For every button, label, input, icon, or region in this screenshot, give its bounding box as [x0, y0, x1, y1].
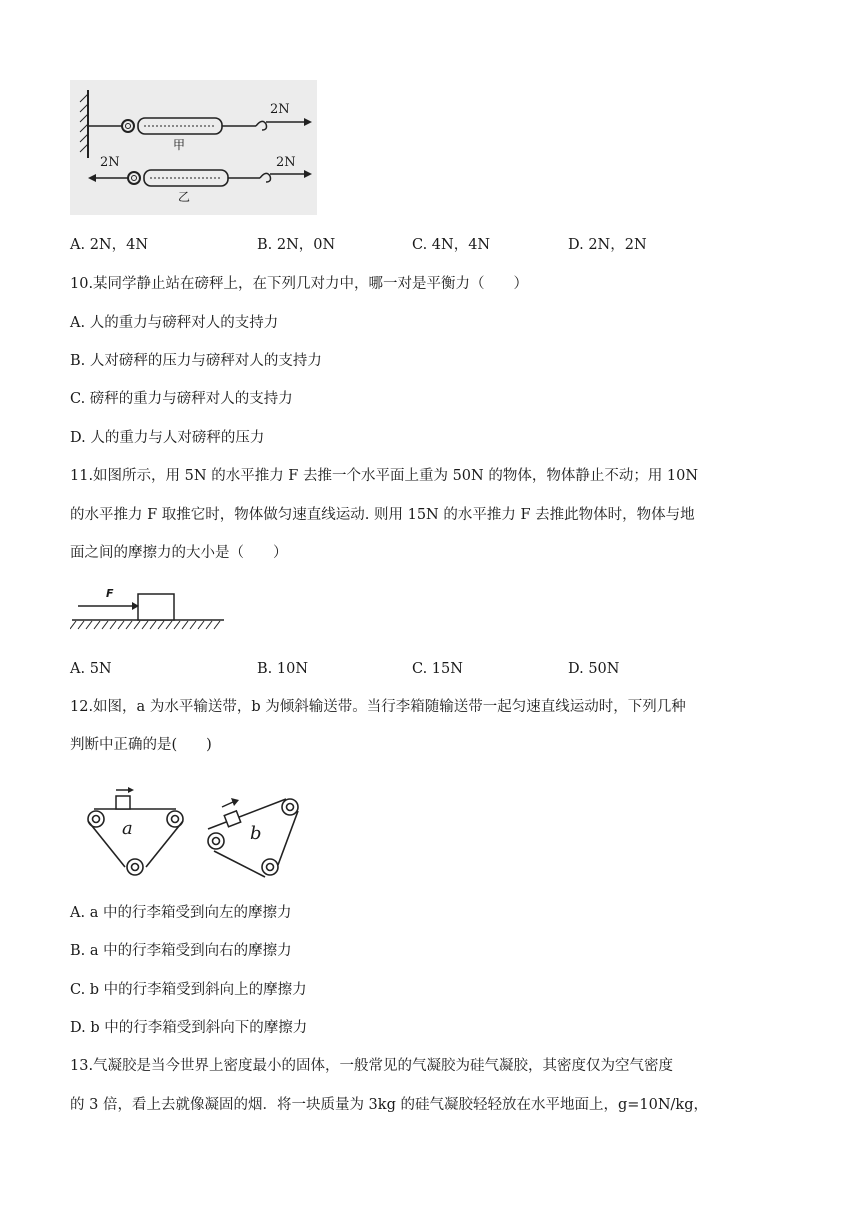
q11-option-d: D. 50N: [568, 661, 620, 677]
q10-option-c: C. 磅秤的重力与磅秤对人的支持力: [70, 391, 293, 407]
q9-option-b: B. 2N，0N: [257, 237, 336, 253]
force-label-top-right: 2N: [270, 102, 290, 117]
spring-scale-figure: [70, 80, 317, 215]
q10-stem: 10.某同学静止站在磅秤上，在下列几对力中，哪一对是平衡力（ ）: [70, 276, 529, 292]
q12-option-a: A. a 中的行李箱受到向左的摩擦力: [70, 905, 292, 921]
spring-scale-diagram: [70, 80, 317, 215]
q11-stem-line-1: 11.如图所示，用 5N 的水平推力 F 去推一个水平面上重为 50N 的物体，物体静止不动；用 10N: [70, 468, 699, 484]
block-push-figure: [70, 588, 226, 632]
q12-option-d: D. b 中的行李箱受到斜向下的摩擦力: [70, 1020, 308, 1036]
q12-stem-line-1: 12.如图，a 为水平输送带，b 为倾斜输送带。当行李箱随输送带一起匀速直线运动时，下列几种: [70, 699, 686, 715]
q13-stem-line-1: 13.气凝胶是当今世界上密度最小的固体，一般常见的气凝胶为硅气凝胶，其密度仅为空气密度: [70, 1058, 674, 1074]
q11-option-a: A. 5N: [70, 661, 112, 677]
q11-stem-line-2: 的水平推力 F 取推它时，物体做匀速直线运动. 则用 15N 的水平推力 F 去推此物体时，物体与地: [70, 507, 695, 523]
scale-label-yi: 乙: [178, 190, 191, 204]
conveyor-figure: [80, 785, 308, 885]
q9-option-a: A. 2N，4N: [70, 237, 149, 253]
q10-option-d: D. 人的重力与人对磅秤的压力: [70, 430, 265, 446]
q11-option-b: B. 10N: [257, 661, 309, 677]
conveyor-label-b: b: [250, 823, 262, 844]
q10-option-a: A. 人的重力与磅秤对人的支持力: [70, 315, 279, 331]
q13-stem-line-2: 的 3 倍，看上去就像凝固的烟．将一块质量为 3kg 的硅气凝胶轻轻放在水平地面上，g=10N/kg，: [70, 1097, 708, 1113]
q12-option-c: C. b 中的行李箱受到斜向上的摩擦力: [70, 982, 307, 998]
q12-option-b: B. a 中的行李箱受到向右的摩擦力: [70, 943, 292, 959]
conveyor-label-a: a: [122, 818, 133, 839]
q12-stem-line-2: 判断中正确的是( ): [70, 737, 212, 753]
q11-stem-line-3: 面之间的摩擦力的大小是（ ）: [70, 545, 288, 561]
q11-option-c: C. 15N: [412, 661, 463, 677]
q9-option-d: D. 2N，2N: [568, 237, 647, 253]
q10-option-b: B. 人对磅秤的压力与磅秤对人的支持力: [70, 353, 322, 369]
conveyor-diagram: [80, 785, 308, 885]
q9-option-c: C. 4N，4N: [412, 237, 491, 253]
force-label-bottom-right: 2N: [276, 155, 296, 170]
scale-label-jia: 甲: [173, 138, 186, 152]
block-push-diagram: [70, 588, 226, 632]
force-f-label: F: [106, 587, 114, 600]
force-label-bottom-left: 2N: [100, 155, 120, 170]
